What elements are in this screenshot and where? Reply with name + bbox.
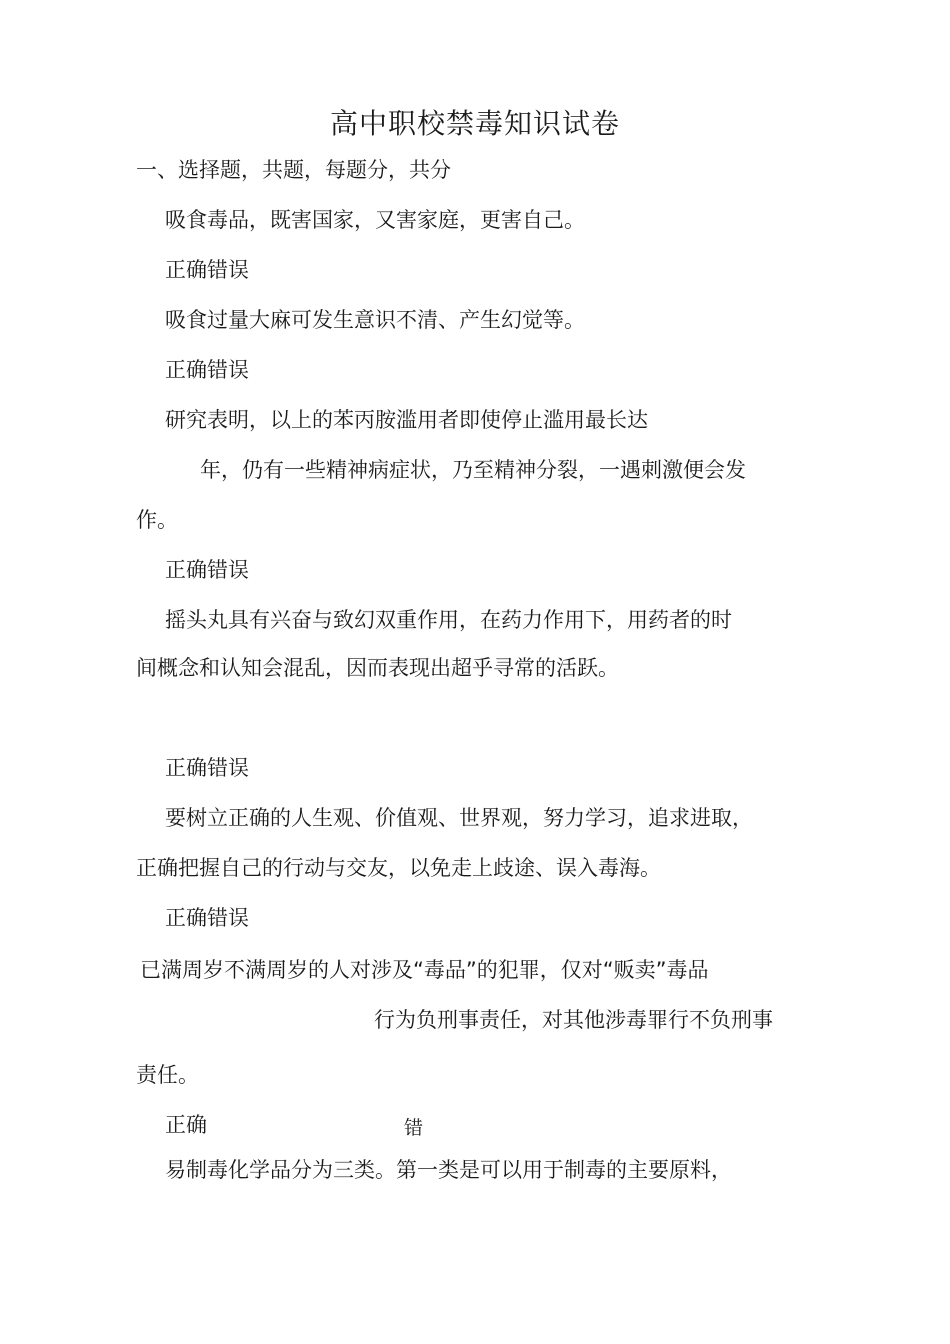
question-4-text-line-2: 间概念和认知会混乱，因而表现出超乎寻常的活跃。	[136, 656, 619, 680]
question-6-text-line-2: 行为负刑事责任，对其他涉毒罪行不负刑事	[374, 1008, 773, 1032]
question-5-text-line-2: 正确把握自己的行动与交友，以免走上歧途、误入毒海。	[136, 856, 661, 880]
question-3-text-line-1: 研究表明，以上的苯丙胺滥用者即使停止滥用最长达	[165, 408, 648, 432]
question-3-text-line-3: 作。	[136, 508, 178, 532]
question-4-options: 正确错误	[165, 756, 249, 780]
question-6-text-line-3: 责任。	[136, 1063, 199, 1087]
question-6-text-line-1: 已满周岁不满周岁的人对涉及“毒品”的犯罪，仅对“贩卖”毒品	[140, 958, 709, 982]
page-title: 高中职校禁毒知识试卷	[329, 107, 620, 140]
question-5-options: 正确错误	[165, 906, 249, 930]
question-1-options: 正确错误	[165, 258, 249, 282]
question-1-text: 吸食毒品，既害国家，又害家庭，更害自己。	[165, 208, 585, 232]
question-5-text-line-1: 要树立正确的人生观、价值观、世界观，努力学习，追求进取，	[165, 806, 753, 830]
question-2-text: 吸食过量大麻可发生意识不清、产生幻觉等。	[165, 308, 585, 332]
question-4-text-line-1: 摇头丸具有兴奋与致幻双重作用，在药力作用下，用药者的时	[165, 608, 732, 632]
question-3-text-line-2: 年，仍有一些精神病症状，乃至精神分裂，一遇刺激便会发	[200, 458, 746, 482]
question-3-options: 正确错误	[165, 558, 249, 582]
question-2-options: 正确错误	[165, 358, 249, 382]
question-7-text-line-1: 易制毒化学品分为三类。第一类是可以用于制毒的主要原料，	[165, 1158, 732, 1182]
section-heading: 一、选择题，共题，每题分，共分	[136, 158, 451, 182]
question-6-option-correct: 正确	[165, 1113, 207, 1137]
question-6-option-wrong: 错	[404, 1117, 424, 1139]
